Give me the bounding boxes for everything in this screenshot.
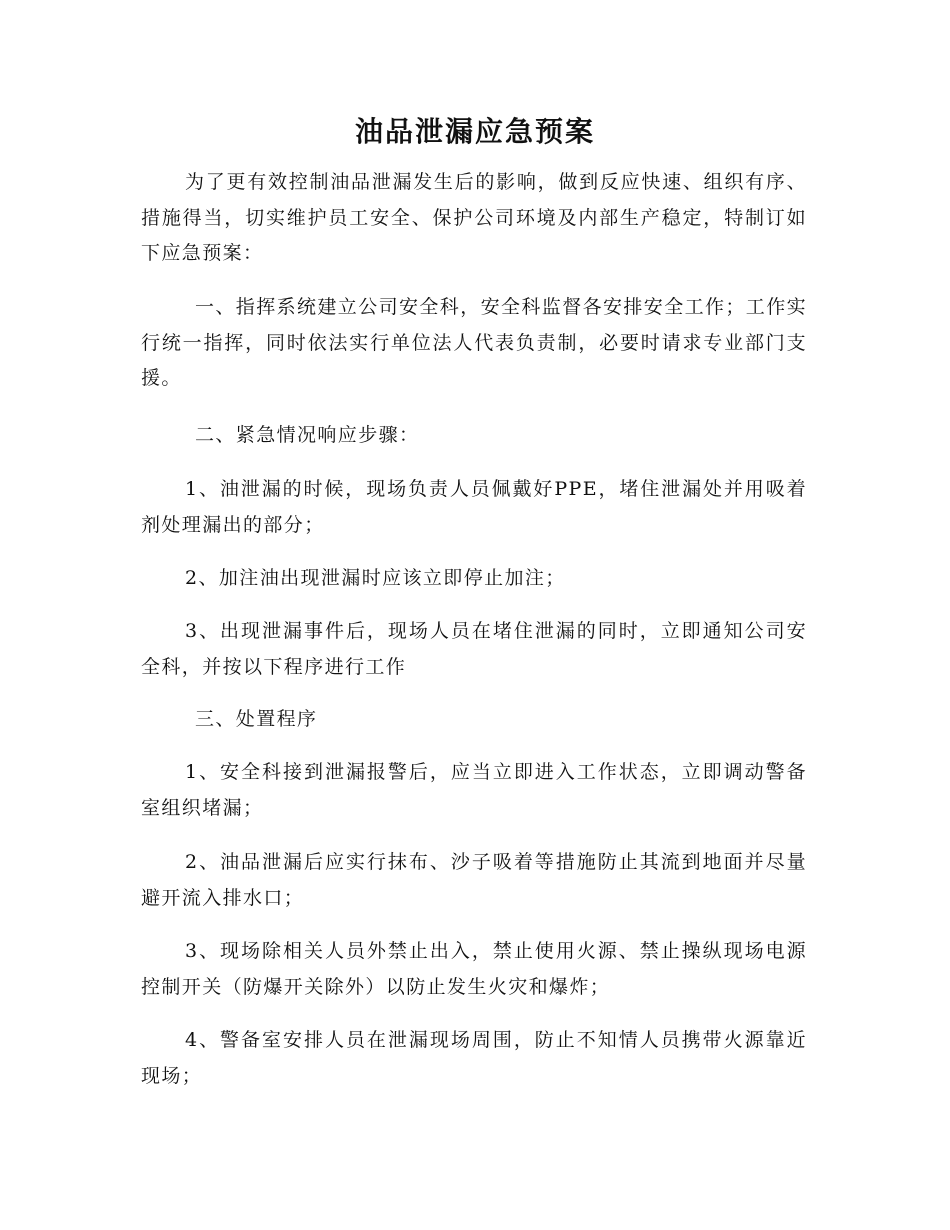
procedure-1-paragraph: 1、安全科接到泄漏报警后，应当立即进入工作状态，立即调动警备室组织堵漏；: [141, 761, 807, 819]
document-title: 油品泄漏应急预案: [354, 115, 595, 148]
procedure-2-paragraph: 2、油品泄漏后应实行抹布、沙子吸着等措施防止其流到地面并尽量避开流入排水口；: [141, 851, 807, 909]
section-procedure-heading: 三、处置程序: [195, 708, 318, 730]
step-2-paragraph: 2、加注油出现泄漏时应该立即停止加注；: [185, 567, 566, 589]
section-emergency-steps-heading: 二、紧急情况响应步骤：: [195, 424, 420, 446]
section-command-system: 一、指挥系统建立公司安全科，安全科监督各安排安全工作；工作实行统一指挥，同时依法实行单位法人代表负责制，必要时请求专业部门支援。: [141, 296, 808, 389]
procedure-3-paragraph: 3、现场除相关人员外禁止出入，禁止使用火源、禁止操纵现场电源控制开关（防爆开关除外）以防止发生火灾和爆炸；: [141, 940, 807, 998]
step-3-paragraph: 3、出现泄漏事件后，现场人员在堵住泄漏的同时，立即通知公司安全科，并按以下程序进行工作: [141, 620, 807, 678]
intro-paragraph: 为了更有效控制油品泄漏发生后的影响，做到反应快速、组织有序、措施得当，切实维护员工安全、保护公司环境及内部生产稳定，特制订如下应急预案：: [141, 171, 807, 264]
step-1-paragraph: 1、油泄漏的时候，现场负责人员佩戴好PPE，堵住泄漏处并用吸着剂处理漏出的部分；: [141, 478, 807, 536]
procedure-4-paragraph: 4、警备室安排人员在泄漏现场周围，防止不知情人员携带火源靠近现场；: [141, 1029, 807, 1087]
